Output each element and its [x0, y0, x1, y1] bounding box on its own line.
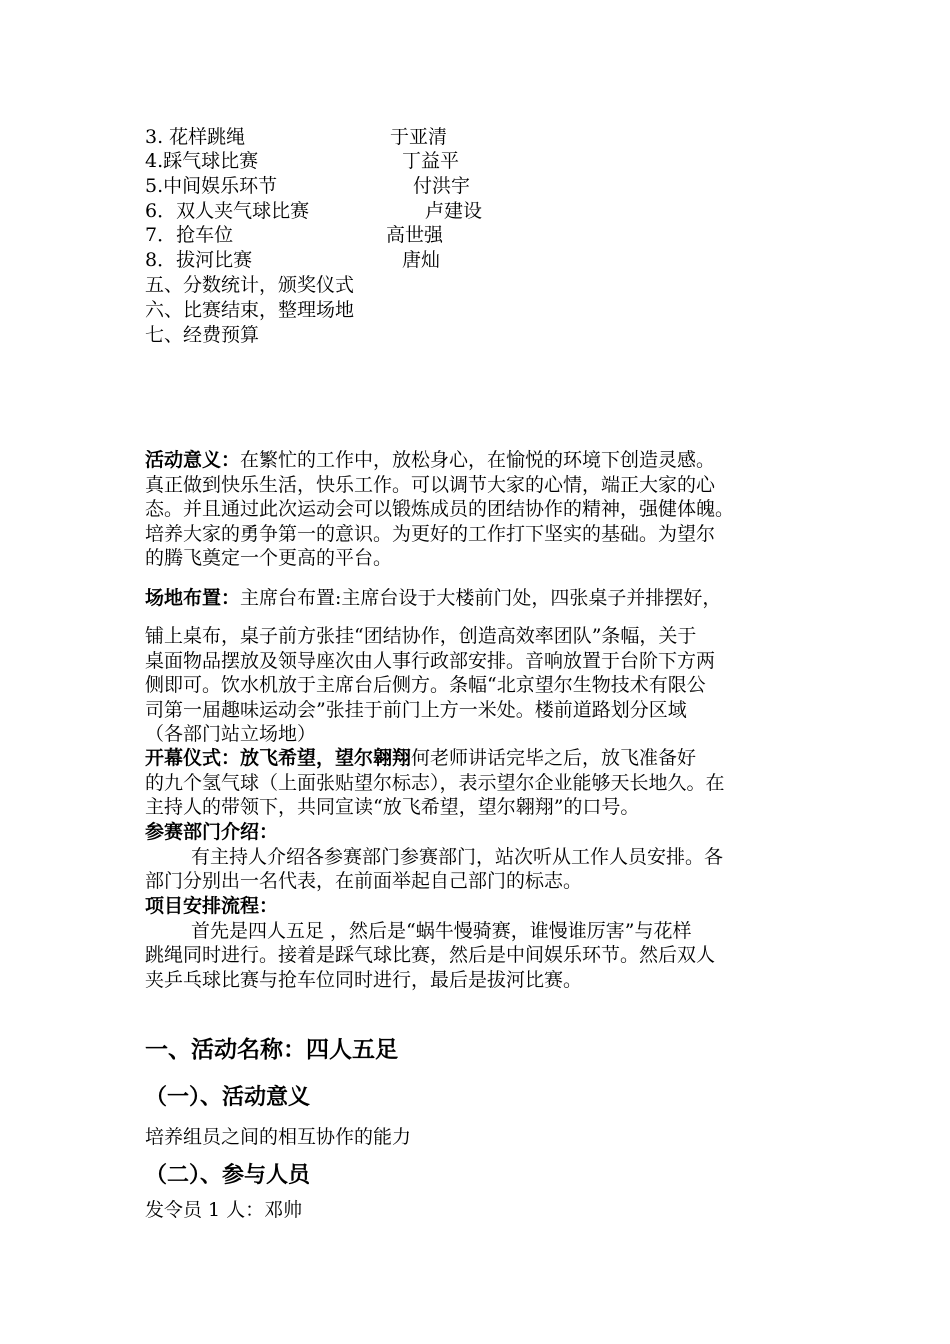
paragraph-line: 侧即可。饮水机放于主席台后侧方。条幅“北京望尔生物技术有限公	[145, 674, 706, 697]
schedule-item: 8．拔河比赛	[145, 249, 253, 271]
paragraph-line: 主席台布置:主席台设于大楼前门处，四张桌子并排摆好，	[240, 587, 722, 609]
paragraph-line: （各部门站立场地）	[145, 723, 317, 746]
departments-label: 参赛部门介绍：	[145, 821, 279, 843]
subsection-heading: （一）、活动意义	[145, 1084, 311, 1110]
paragraph-line: 的腾飞奠定一个更高的平台。	[145, 547, 393, 570]
outline-item: 六、比赛结束，整理场地	[145, 299, 355, 321]
schedule-item: 3. 花样跳绳	[145, 126, 246, 148]
subsection-text: 发令员 1 人：邓帅	[145, 1199, 303, 1221]
subsection-text: 培养组员之间的相互协作的能力	[145, 1126, 412, 1148]
schedule-person: 卢建设	[425, 200, 483, 222]
paragraph-line: 何老师讲话完毕之后，放飞准备好	[411, 747, 697, 769]
departments-paragraph	[145, 820, 817, 894]
paragraph-line: 桌面物品摆放及领导座次由人事行政部安排。音响放置于台阶下方两	[145, 649, 716, 672]
schedule-person: 唐灿	[402, 249, 441, 271]
paragraph-line: 真正做到快乐生活，快乐工作。可以调节大家的心情，端正大家的心	[145, 473, 716, 496]
opening-paragraph	[145, 746, 817, 820]
significance-paragraph	[145, 448, 817, 571]
venue-paragraph-head	[145, 586, 817, 611]
venue-paragraph	[145, 624, 817, 747]
paragraph-line: 培养大家的勇争第一的意识。为更好的工作打下坚实的基础。为望尔	[145, 522, 716, 545]
paragraph-line: 在繁忙的工作中，放松身心，在愉悦的环境下创造灵感。	[240, 449, 716, 471]
section-heading: 一、活动名称：四人五足	[145, 1036, 398, 1063]
schedule-person: 丁益平	[402, 150, 460, 172]
paragraph-line: 夹乒乓球比赛与抢车位同时进行，最后是拔河比赛。	[145, 968, 583, 991]
schedule-person: 高世强	[386, 224, 444, 246]
schedule-item: 7．抢车位	[145, 224, 234, 246]
paragraph-line: 司第一届趣味运动会”张挂于前门上方一米处。楼前道路划分区域	[145, 698, 687, 721]
outline-item: 五、分数统计，颁奖仪式	[145, 274, 355, 296]
schedule-item: 4.踩气球比赛	[145, 150, 259, 172]
schedule-item: 6．双人夹气球比赛	[145, 200, 310, 222]
schedule-person: 于亚清	[390, 126, 448, 148]
paragraph-line: 的九个氢气球（上面张贴望尔标志），表示望尔企业能够天长地久。在	[145, 771, 725, 794]
venue-label: 场地布置：	[145, 587, 241, 609]
significance-label: 活动意义：	[145, 449, 241, 471]
paragraph-line: 铺上桌布，桌子前方张挂“团结协作，创造高效率团队”条幅，关于	[145, 625, 697, 647]
paragraph-line: 主持人的带领下，共同宣读“放飞希望，望尔翱翔”的口号。	[145, 796, 640, 819]
flow-label: 项目安排流程：	[145, 895, 279, 917]
paragraph-line: 部门分别出一名代表，在前面举起自己部门的标志。	[145, 870, 583, 893]
paragraph-line: 首先是四人五足 ，然后是“蜗牛慢骑赛，谁慢谁厉害”与花样	[191, 919, 692, 942]
flow-paragraph	[145, 894, 817, 992]
schedule-item: 5.中间娱乐环节	[145, 175, 278, 197]
paragraph-line: 有主持人介绍各参赛部门参赛部门，站次听从工作人员安排。各	[191, 845, 724, 868]
subsection-heading: （二）、参与人员	[145, 1162, 311, 1188]
paragraph-line: 跳绳同时进行。接着是踩气球比赛，然后是中间娱乐环节。然后双人	[145, 944, 716, 967]
paragraph-line: 态。并且通过此次运动会可以锻炼成员的团结协作的精神，强健体魄。	[145, 498, 735, 521]
outline-item: 七、经费预算	[145, 324, 260, 346]
opening-label: 开幕仪式：放飞希望，望尔翱翔	[145, 747, 412, 769]
schedule-person: 付洪宇	[413, 175, 471, 197]
